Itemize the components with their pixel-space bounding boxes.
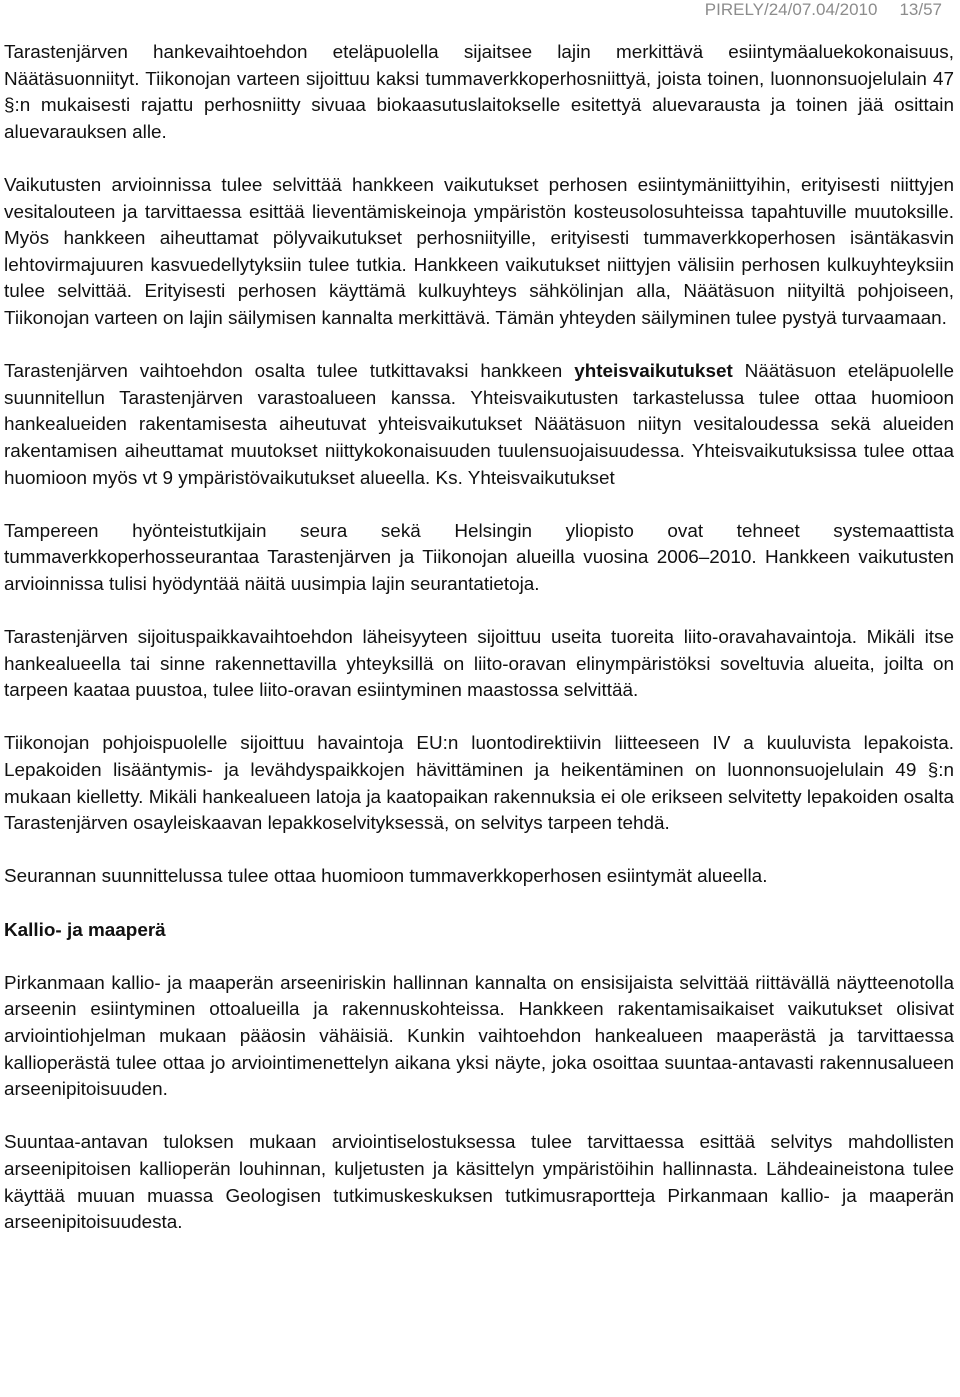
document-reference: PIRELY/24/07.04/2010 <box>704 0 878 19</box>
section-heading: Kallio- ja maaperä <box>4 919 166 941</box>
paragraph-liito-orava: Tarastenjärven sijoituspaikkavaihtoehdon läheisyyteen sijoittuu useita tuoreita liito-oravahavaintoja. Mikäli itse hankealueella tai sinne rakennettavilla yhteyksillä on liito-oravan elinympäristöksi soveltuvia alueita, joilta on tarpeen kaataa puustoa, tulee liito-oravan esiintyminen maastossa selvittää. <box>4 627 954 702</box>
document-body <box>4 40 954 1237</box>
page-header <box>705 0 942 20</box>
paragraph-vaikutusten-arviointi: Vaikutusten arvioinnissa tulee selvittää hankkeen vaikutukset perhosen esiintymäniittyihin, erityisesti niittyjen vesitalouteen ja tarvittaessa esittää lieventämiskeinoja ympäristön kosteusolosuhteissa tapahtuville muutoksille. Myös hankkeen aiheuttamat pölyvaikutukset perhosniityille, erityisesti tummaverkkoperhosen isäntäkasvin lehtovirmajuuren kasvuedellytyksiin tulee tutkia. Hankkeen vaikutukset niittyjen välisiin perhosen kulkuyhteyksiin tulee selvittää. Erityisesti perhosen käyttämä kulkuyhteys sähkölinjan alla, Näätäsuon niityiltä pohjoiseen, Tiikonojan varteen on lajin säilymisen kannalta merkittävä. Tämän yhteyden säilyminen tulee pystyä turvaamaan. <box>4 174 954 329</box>
paragraph-arseeniriski: Pirkanmaan kallio- ja maaperän arseeniriskin hallinnan kannalta on ensisijaista selvittää riittävällä näytteenotolla arseenin esiintyminen ottoalueilla ja rakennuskohteissa. Hankkeen rakentamisaikaiset vaikutukset olisivat arviointiohjelman mukaan pääosin vähäisiä. Kunkin vaihtoehdon hankealueen maaperästä ja tarvittaessa kallioperästä tulee ottaa jo arviointimenettelyn aikana yksi näyte, joka osoittaa suuntaa-antavasti rakennusalueen arseenipitoisuuden. <box>4 972 954 1101</box>
paragraph-hankevaihtoehto: Tarastenjärven hankevaihtoehdon eteläpuolella sijaitsee lajin merkittävä esiintymäaluekokonaisuus, Näätäsuonniityt. Tiikonojan varteen sijoittuu kaksi tummaverkkoperhosniittyä, joista toinen, luonnonsuojelulain 47 §:n mukaisesti rajattu perhosniitty sivuaa biokaasutuslaitokselle esitettyä aluevarausta ja toinen jää osittain aluevarauksen alle. <box>4 42 954 143</box>
paragraph-arseeni-selvitys: Suuntaa-antavan tuloksen mukaan arviointiselostuksessa tulee tarvittaessa esittää selvitys mahdollisten arseenipitoisen kallioperän louhinnan, kuljetusten ja käsittelyn ympäristöihin hallinnasta. Lähdeaineistona tulee käyttää muuan muassa Geologisen tutkimuskeskuksen tutkimusraportteja Pirkanmaan kallio- ja maaperän arseenipitoisuudesta. <box>4 1132 954 1234</box>
paragraph-seuranta-tiedot: Tampereen hyönteistutkijain seura sekä Helsingin yliopisto ovat tehneet systemaattista tummaverkkoperhosseurantaa Tarastenjärven ja Tiikonojan alueilla vuosina 2006–2010. Hankkeen vaikutusten arvioinnissa tulisi hyödyntää näitä uusimpia lajin seurantatietoja. <box>4 520 954 595</box>
paragraph-seurannan-suunnittelu: Seurannan suunnittelussa tulee ottaa huomioon tummaverkkoperhosen esiintymät alueella. <box>4 866 768 888</box>
paragraph-yhteisvaikutukset <box>4 359 954 492</box>
paragraph-text: Näätäsuon eteläpuolelle suunnitellun Tarastenjärven varastoalueen kanssa. Yhteisvaikutusten tarkastelussa tulee ottaa huomioon hankealueiden rakentamisesta aiheutuvat yhteisvaikutukset Näätäsuon niityn vesitaloudessa sekä alueiden rakentamisen aiheuttamat muutokset niittykokonaisuuden tuulensuojaisuudessa. Yhteisvaikutuksissa tulee ottaa huomioon myös vt 9 ympäristövaikutukset alueella. Ks. Yhteisvaikutukset <box>4 361 954 489</box>
paragraph-lepakot: Tiikonojan pohjoispuolelle sijoittuu havaintoja EU:n luontodirektiivin liitteeseen IV a kuuluvista lepakoista. Lepakoiden lisääntymis- ja levähdyspaikkojen hävittäminen ja heikentäminen on luonnonsuojelulain 49 §:n mukaan kielletty. Mikäli hankealueen latoja ja kaatopaikan rakennuksia ei ole erikseen selvitetty lepakoiden osalta Tarastenjärven osayleiskaavan lepakkoselvityksessä, on selvitys tarpeen tehdä. <box>4 733 954 835</box>
paragraph-text: Tarastenjärven vaihtoehdon osalta tulee tutkittavaksi hankkeen <box>4 361 575 383</box>
bold-term: yhteisvaikutukset <box>574 361 733 383</box>
page-number: 13/57 <box>899 0 942 19</box>
